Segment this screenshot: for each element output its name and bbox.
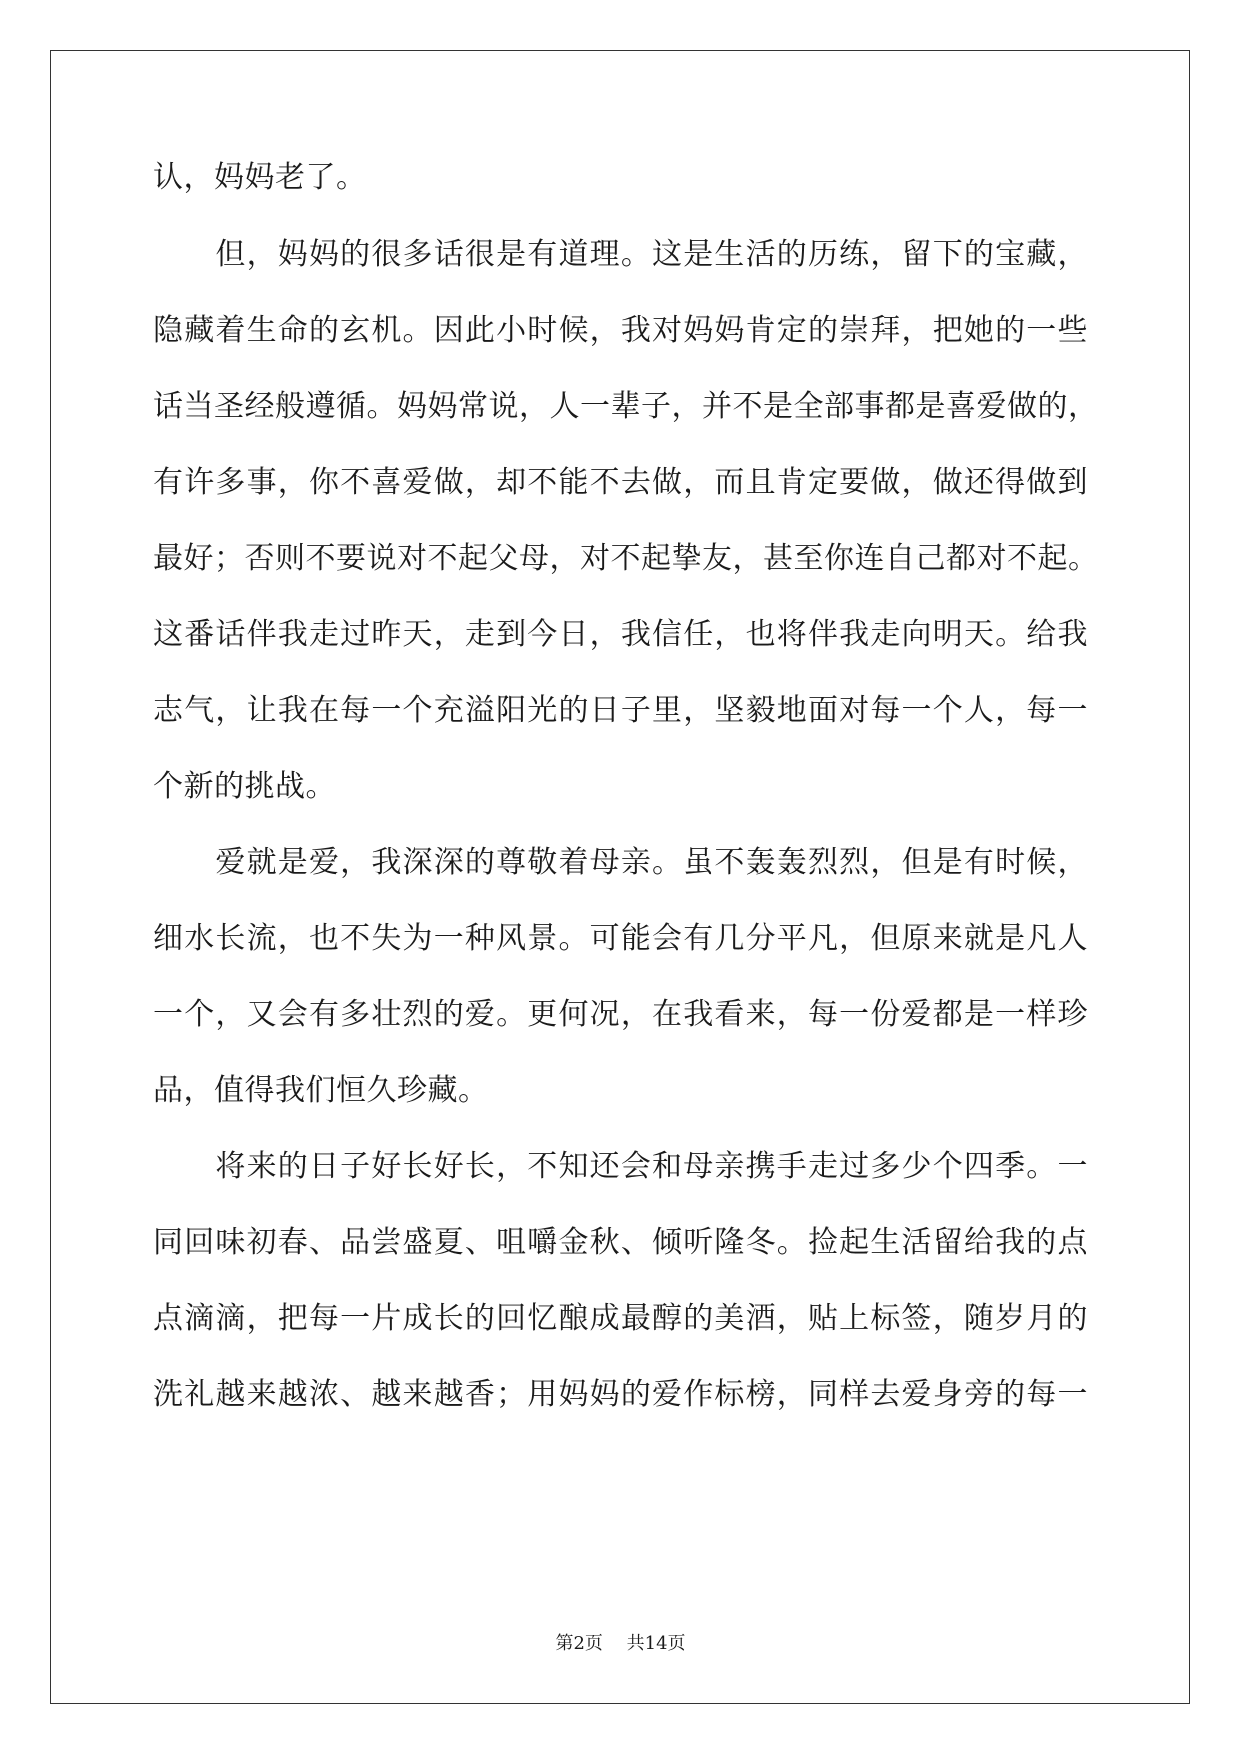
page-number-footer: 第2页 共14页 [555, 1633, 686, 1654]
text-line: 志气，让我在每一个充溢阳光的日子里，坚毅地面对每一个人，每一 [153, 693, 1088, 728]
text-line: 点滴滴，把每一片成长的回忆酿成最醇的美酒，贴上标签，随岁月的 [153, 1301, 1088, 1336]
text-line: 爱就是爱，我深深的尊敬着母亲。虽不轰轰烈烈，但是有时候， [153, 845, 1088, 880]
text-line: 洗礼越来越浓、越来越香；用妈妈的爱作标榜，同样去爱身旁的每一 [153, 1377, 1088, 1412]
text-line: 认，妈妈老了。 [153, 160, 367, 195]
text-line: 但，妈妈的很多话很是有道理。这是生活的历练，留下的宝藏， [153, 237, 1088, 272]
text-line: 将来的日子好长好长，不知还会和母亲携手走过多少个四季。一 [153, 1149, 1088, 1184]
text-line: 品，值得我们恒久珍藏。 [153, 1073, 489, 1108]
text-line: 最好；否则不要说对不起父母，对不起挚友，甚至你连自己都对不起。 [153, 541, 1099, 576]
text-line: 这番话伴我走过昨天，走到今日，我信任，也将伴我走向明天。给我 [153, 617, 1088, 652]
text-line: 有许多事，你不喜爱做，却不能不去做，而且肯定要做，做还得做到 [153, 465, 1088, 500]
text-line: 细水长流，也不失为一种风景。可能会有几分平凡，但原来就是凡人 [153, 921, 1088, 956]
text-line: 一个，又会有多壮烈的爱。更何况，在我看来，每一份爱都是一样珍 [153, 997, 1088, 1032]
text-line: 隐藏着生命的玄机。因此小时候，我对妈妈肯定的崇拜，把她的一些 [153, 313, 1088, 348]
text-line: 个新的挑战。 [153, 769, 336, 804]
text-line: 话当圣经般遵循。妈妈常说，人一辈子，并不是全部事都是喜爱做的， [153, 389, 1099, 424]
text-line: 同回味初春、品尝盛夏、咀嚼金秋、倾听隆冬。捡起生活留给我的点 [153, 1225, 1088, 1260]
